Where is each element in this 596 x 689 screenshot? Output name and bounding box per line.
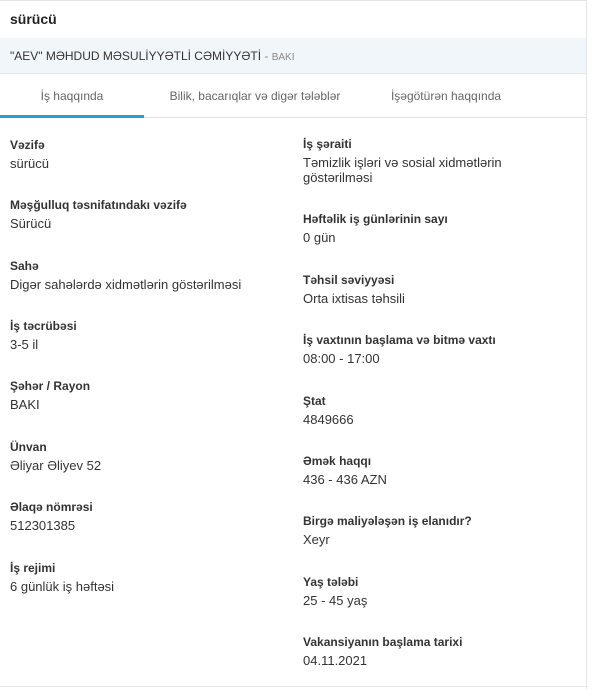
- field-address: [10, 440, 101, 473]
- field-classified-position: [10, 198, 187, 231]
- field-city: [10, 379, 90, 412]
- field-label: İş şəraiti: [303, 137, 352, 151]
- tab-about-employer[interactable]: İşəgötürən haqqında: [390, 89, 502, 103]
- field-value: Digər sahələrdə xidmətlərin göstərilməsi: [10, 277, 242, 292]
- field-vacancy-start-date: [303, 635, 462, 668]
- field-value: Sürücü: [10, 216, 52, 231]
- field-staff: [303, 394, 354, 427]
- field-value: sürücü: [10, 156, 50, 171]
- field-value: Xeyr: [303, 532, 330, 547]
- field-sector: [10, 259, 241, 292]
- field-salary: [303, 454, 387, 487]
- field-label: Ştat: [303, 394, 326, 408]
- field-label: İş rejimi: [10, 561, 56, 575]
- field-value: 08:00 - 17:00: [303, 351, 380, 366]
- field-value: BAKI: [10, 397, 40, 412]
- field-value: 25 - 45 yaş: [303, 593, 368, 608]
- field-position: [10, 138, 49, 171]
- tab-skills-requirements[interactable]: Bilik, bacarıqlar və digər tələblər: [169, 89, 341, 103]
- field-contact-number: [10, 500, 93, 533]
- field-label: Əlaqə nömrəsi: [10, 500, 93, 514]
- field-value: 3-5 il: [10, 337, 39, 352]
- field-education-level: [303, 273, 405, 306]
- field-label: Təhsil səviyyəsi: [303, 273, 395, 287]
- field-label: İş təcrübəsi: [10, 319, 77, 333]
- field-label: Şəhər / Rayon: [10, 379, 91, 393]
- field-value: Təmizlik işləri və sosial xidmətlərin göstərilməsi: [303, 155, 502, 185]
- field-work-conditions: [303, 137, 553, 185]
- field-label: Vəzifə: [10, 138, 45, 152]
- company-bar: [0, 38, 586, 74]
- company-separator: -: [264, 49, 269, 63]
- field-value: 0 gün: [303, 230, 336, 245]
- field-age-requirement: [303, 575, 367, 608]
- field-label: Həftəlik iş günlərinin sayı: [303, 212, 448, 226]
- field-work-schedule: [10, 561, 114, 594]
- company-name[interactable]: "AEV" MƏHDUD MƏSULİYYƏTLİ CƏMİYYƏTİ: [10, 49, 262, 63]
- bottom-divider: [0, 686, 587, 687]
- field-value: Əliyar Əliyev 52: [10, 458, 102, 473]
- field-value: 436 - 436 AZN: [303, 472, 387, 487]
- field-weekly-workdays: [303, 212, 448, 245]
- field-co-financed: [303, 514, 472, 547]
- tab-bar: [0, 75, 586, 118]
- field-value: 6 günlük iş həftəsi: [10, 579, 115, 594]
- field-label: Ünvan: [10, 440, 47, 454]
- field-label: Sahə: [10, 259, 39, 273]
- field-value: 4849666: [303, 412, 354, 427]
- field-value: 04.11.2021: [303, 653, 368, 668]
- field-label: Vakansiyanın başlama tarixi: [303, 635, 463, 649]
- field-label: Məşğulluq təsnifatındakı vəzifə: [10, 198, 187, 212]
- field-value: 512301385: [10, 518, 76, 533]
- field-label: Yaş tələbi: [303, 575, 359, 589]
- field-value: Orta ixtisas təhsili: [303, 291, 405, 306]
- field-work-hours: [303, 333, 496, 366]
- field-label: İş vaxtının başlama və bitmə vaxtı: [303, 333, 496, 347]
- field-label: Əmək haqqı: [303, 454, 372, 468]
- job-title: sürücü: [10, 11, 57, 27]
- field-label: Birgə maliyələşən iş elanıdır?: [303, 514, 472, 528]
- company-city: BAKI: [271, 52, 295, 63]
- tab-about-job[interactable]: İş haqqında: [0, 75, 144, 117]
- field-experience: [10, 319, 77, 352]
